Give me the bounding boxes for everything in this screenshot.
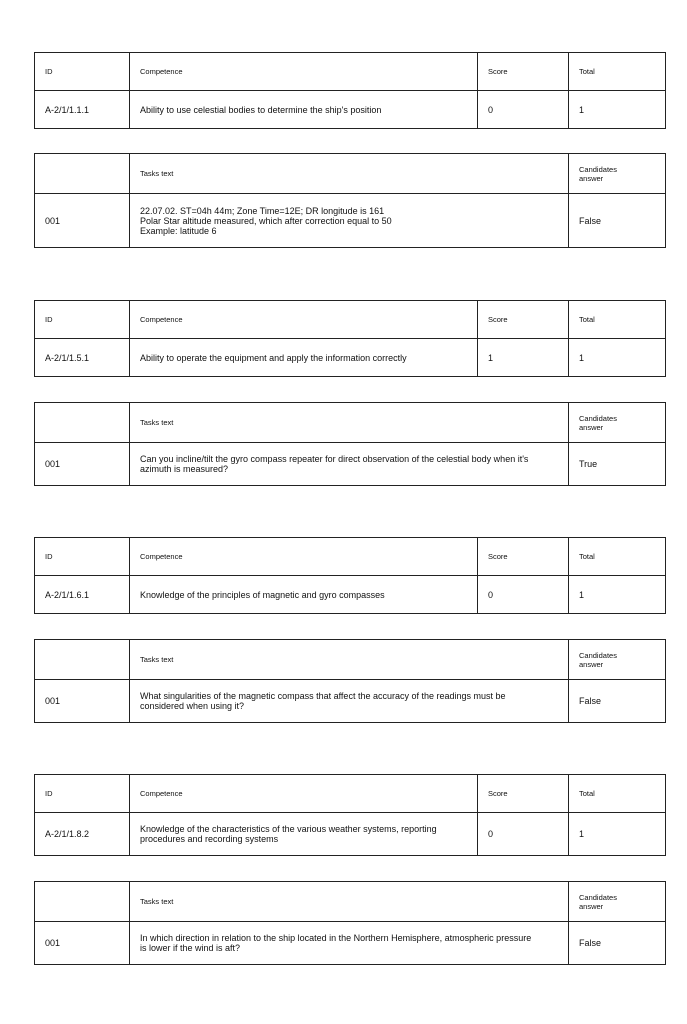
competence-row xyxy=(35,576,666,614)
task-header-row xyxy=(35,882,666,922)
task-row xyxy=(35,680,666,723)
competence-header: Competence xyxy=(130,301,478,339)
task-text: In which direction in relation to the ship located in the Northern Hemisphere, atmospheric pressure is lower if the wind is aft? xyxy=(130,922,569,965)
task-number: 001 xyxy=(35,443,130,486)
total-header: Total xyxy=(569,775,666,813)
task-text: Can you incline/tilt the gyro compass repeater for direct observation of the celestial body when it's azimuth is measured? xyxy=(130,443,569,486)
competence-text: Knowledge of the principles of magnetic and gyro compasses xyxy=(130,576,478,614)
competence-text: Ability to operate the equipment and apply the information correctly xyxy=(130,339,478,377)
competence-header: Competence xyxy=(130,53,478,91)
score-value: 1 xyxy=(478,339,569,377)
competence-header-row xyxy=(35,53,666,91)
competence-header-row xyxy=(35,775,666,813)
score-header: Score xyxy=(478,301,569,339)
task-id-header xyxy=(35,403,130,443)
task-id-header xyxy=(35,882,130,922)
score-value: 0 xyxy=(478,813,569,856)
total-header: Total xyxy=(569,301,666,339)
candidate-answer: False xyxy=(569,680,666,723)
total-value: 1 xyxy=(569,339,666,377)
id-header: ID xyxy=(35,538,130,576)
total-value: 1 xyxy=(569,576,666,614)
competence-id: A-2/1/1.6.1 xyxy=(35,576,130,614)
candidate-answer: False xyxy=(569,922,666,965)
competence-text: Ability to use celestial bodies to determine the ship's position xyxy=(130,91,478,129)
total-header: Total xyxy=(569,538,666,576)
total-value: 1 xyxy=(569,91,666,129)
score-value: 0 xyxy=(478,91,569,129)
id-header: ID xyxy=(35,301,130,339)
competence-table xyxy=(34,774,666,856)
competence-header-row xyxy=(35,538,666,576)
id-header: ID xyxy=(35,775,130,813)
competence-text: Knowledge of the characteristics of the various weather systems, reporting procedures and recording systems xyxy=(130,813,478,856)
competence-row xyxy=(35,91,666,129)
total-header: Total xyxy=(569,53,666,91)
score-header: Score xyxy=(478,53,569,91)
task-row xyxy=(35,922,666,965)
task-header-row xyxy=(35,403,666,443)
candidates-answer-header: Candidates answer xyxy=(569,882,666,922)
task-table xyxy=(34,153,666,248)
task-row xyxy=(35,443,666,486)
task-id-header xyxy=(35,154,130,194)
score-header: Score xyxy=(478,775,569,813)
tasks-text-header: Tasks text xyxy=(130,154,569,194)
competence-table xyxy=(34,300,666,377)
task-id-header xyxy=(35,640,130,680)
score-value: 0 xyxy=(478,576,569,614)
candidates-answer-header: Candidates answer xyxy=(569,640,666,680)
task-row xyxy=(35,194,666,248)
candidate-answer: False xyxy=(569,194,666,248)
competence-header-row xyxy=(35,301,666,339)
candidates-answer-header: Candidates answer xyxy=(569,154,666,194)
task-number: 001 xyxy=(35,680,130,723)
competence-id: A-2/1/1.8.2 xyxy=(35,813,130,856)
candidate-answer: True xyxy=(569,443,666,486)
competence-id: A-2/1/1.1.1 xyxy=(35,91,130,129)
task-number: 001 xyxy=(35,922,130,965)
total-value: 1 xyxy=(569,813,666,856)
task-number: 001 xyxy=(35,194,130,248)
competence-table xyxy=(34,537,666,614)
tasks-text-header: Tasks text xyxy=(130,882,569,922)
competence-id: A-2/1/1.5.1 xyxy=(35,339,130,377)
id-header: ID xyxy=(35,53,130,91)
competence-table xyxy=(34,52,666,129)
tasks-text-header: Tasks text xyxy=(130,640,569,680)
task-header-row xyxy=(35,154,666,194)
competence-row xyxy=(35,813,666,856)
task-text: What singularities of the magnetic compass that affect the accuracy of the readings must be considered when using it? xyxy=(130,680,569,723)
competence-header: Competence xyxy=(130,538,478,576)
task-table xyxy=(34,639,666,723)
competence-header: Competence xyxy=(130,775,478,813)
task-table xyxy=(34,881,666,965)
tasks-text-header: Tasks text xyxy=(130,403,569,443)
candidates-answer-header: Candidates answer xyxy=(569,403,666,443)
task-header-row xyxy=(35,640,666,680)
task-table xyxy=(34,402,666,486)
score-header: Score xyxy=(478,538,569,576)
task-text: 22.07.02. ST=04h 44m; Zone Time=12E; DR longitude is 161 Polar Star altitude measured, which after correction equal to 50 Example: latitude 6 xyxy=(130,194,569,248)
competence-row xyxy=(35,339,666,377)
